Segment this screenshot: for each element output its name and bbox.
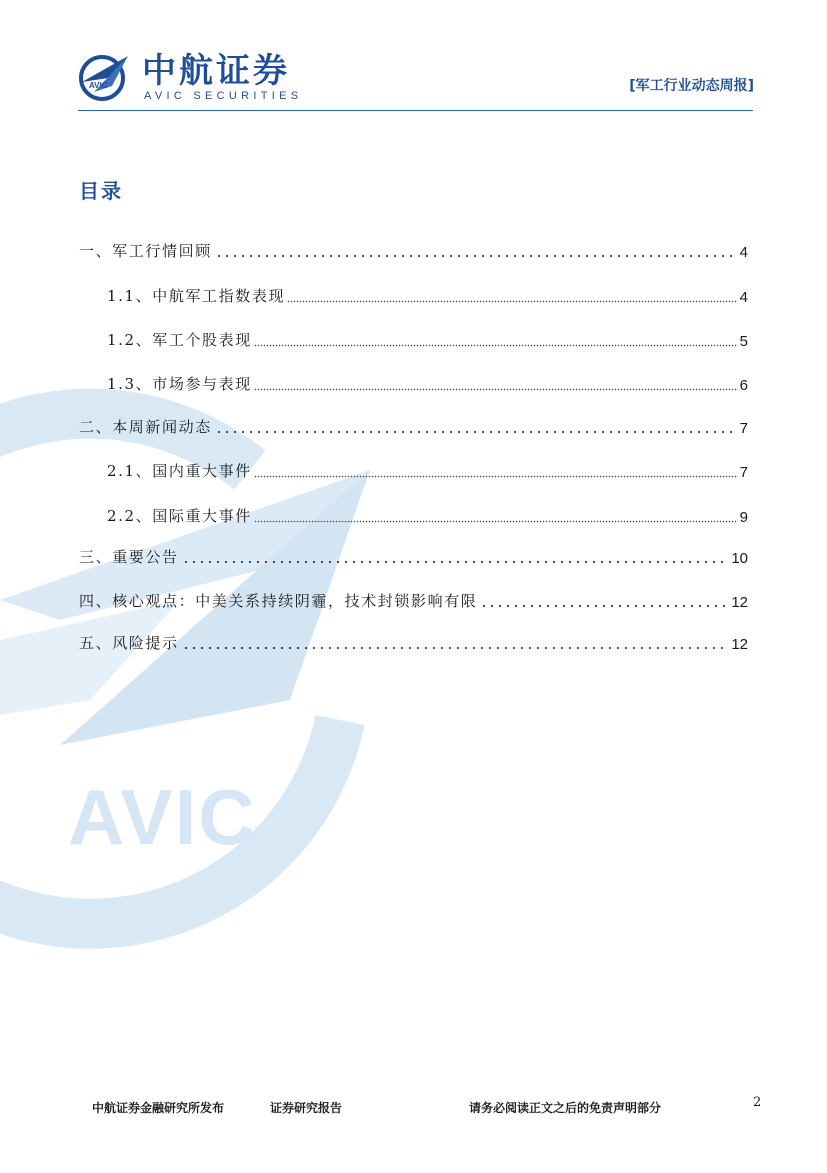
toc-leader-dots [254, 505, 738, 523]
footer-report-type: 证券研究报告 [270, 1101, 343, 1115]
toc-entry-label: 1.1、中航军工指数表现 [107, 287, 286, 305]
toc-leader-dots [182, 632, 729, 650]
toc-entry[interactable] [79, 588, 748, 612]
toc-entry[interactable] [107, 327, 748, 351]
toc-entry[interactable] [107, 283, 748, 307]
page-header [78, 50, 754, 112]
toc-leader-dots [287, 285, 738, 303]
toc-entry-page: 9 [739, 509, 748, 526]
toc-entry[interactable] [79, 630, 748, 654]
toc-entry-label: 二、本周新闻动态 [79, 418, 212, 436]
toc-leader-dots [254, 460, 738, 478]
toc-entry-label: 2.2、国际重大事件 [107, 507, 252, 525]
toc-entry[interactable] [107, 503, 748, 527]
brand-name-en: AVIC SECURITIES [144, 90, 303, 102]
toc-entry[interactable] [79, 544, 748, 568]
page-footer [0, 1095, 827, 1119]
toc-entry[interactable] [107, 371, 748, 395]
toc-entry-page: 12 [731, 594, 748, 611]
footer-publisher: 中航证券金融研究所发布 [92, 1101, 225, 1115]
toc-title: 目录 [79, 179, 123, 203]
toc-entry-page: 4 [739, 244, 748, 261]
toc-leader-dots [254, 373, 738, 391]
header-divider [78, 110, 753, 111]
report-tag: [军工行业动态周报] [629, 78, 754, 94]
brand-name-cn: 中航证券 [142, 51, 290, 91]
toc-entry-label: 2.1、国内重大事件 [107, 462, 252, 480]
toc-entry-page: 7 [739, 420, 748, 437]
toc-entry-label: 四、核心观点：中美关系持续阴霾，技术封锁影响有限 [79, 592, 478, 610]
toc-leader-dots [254, 329, 738, 347]
toc-leader-dots [215, 416, 737, 434]
footer-disclaimer: 请务必阅读正文之后的免责声明部分 [469, 1101, 662, 1115]
page-number: 2 [753, 1095, 762, 1110]
toc-entry-page: 6 [739, 377, 748, 394]
toc-entry[interactable] [79, 238, 748, 262]
toc-entry-label: 1.3、市场参与表现 [107, 375, 252, 393]
avic-logo-icon [78, 52, 130, 102]
svg-text:AVIC: AVIC [89, 81, 108, 90]
watermark-text: AVIC [68, 773, 257, 861]
toc-entry-label: 五、风险提示 [79, 634, 179, 652]
toc-entry-page: 5 [739, 333, 748, 350]
toc-entry-label: 1.2、军工个股表现 [107, 331, 252, 349]
toc-entry[interactable] [107, 458, 748, 482]
toc-entry-page: 7 [739, 464, 748, 481]
toc-entry-label: 一、军工行情回顾 [79, 242, 212, 260]
toc-entry[interactable] [79, 414, 748, 438]
toc-leader-dots [480, 590, 728, 608]
toc-entry-label: 三、重要公告 [79, 548, 179, 566]
toc-leader-dots [215, 240, 737, 258]
toc-entry-page: 10 [731, 550, 748, 567]
toc-entry-page: 12 [731, 636, 748, 653]
toc-leader-dots [182, 546, 729, 564]
toc-entry-page: 4 [739, 289, 748, 306]
